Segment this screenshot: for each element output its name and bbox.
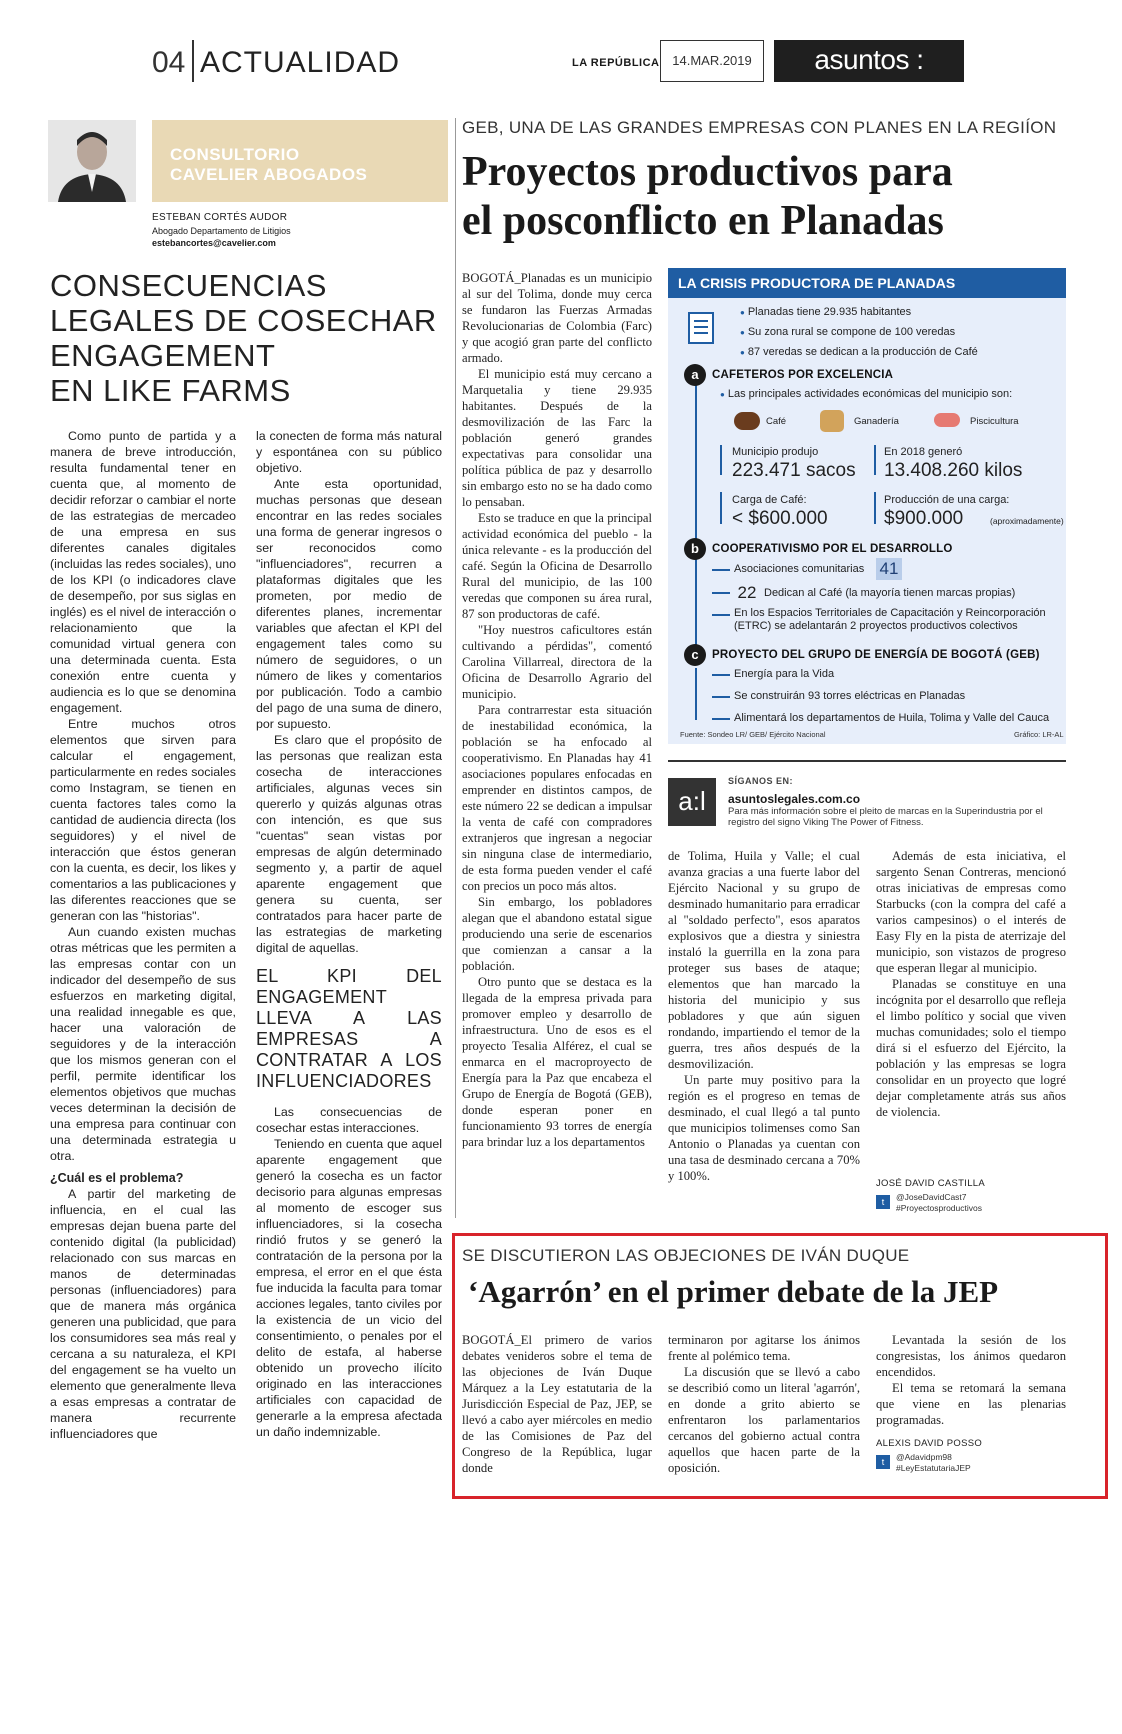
jep-column-3: Levantada la sesión de los congresistas, los ánimos quedaron encendidos. El tema se retomará la semana que viene en las plenarias programadas. (876, 1333, 1066, 1427)
activity-cafe: Café (766, 416, 787, 427)
jep-handle[interactable]: @Adavidpm98 (896, 1452, 952, 1462)
document-icon (688, 312, 714, 344)
associations-label: Asociaciones comunitarias (734, 563, 865, 575)
column-divider (455, 118, 456, 1218)
jep-title: ‘Agarrón’ en el primer debate de la JEP (468, 1274, 999, 1309)
jep-kicker: SE DISCUTIERON LAS OBJECIONES DE IVÁN DUQUE (462, 1246, 910, 1265)
brand-logo: asuntos : legales (774, 40, 964, 82)
header-divider (192, 40, 194, 82)
follow-label: SÍGANOS EN: (728, 776, 794, 786)
section-b-head: COOPERATIVISMO POR EL DESARROLLO (712, 543, 953, 555)
infographic-title: LA CRISIS PRODUCTORA DE PLANADAS (668, 268, 1066, 298)
follow-description: Para más información sobre el pleito de marcas en la Superindustria por el registro del signo Viking The Power of Fitness. (728, 806, 1043, 828)
section-a-head: CAFETEROS POR EXCELENCIA (712, 369, 894, 381)
publication-name: LA REPÚBLICA (572, 57, 660, 69)
geb-item-2: Se construirán 93 torres eléctricas en Planadas (734, 690, 966, 702)
article-column-1: BOGOTÁ_Planadas es un municipio al sur del Tolima, donde muy cerca se fundaron las Fuerzas Armadas Revolucionarias de Colombia (Farc) y que acogió gran parte del conflicto armado. El municipio está muy cercano a Marquetalia y tiene 29.935 habitantes. Después de la desmovilización de las Farc la población generó grandes expectativas para consolidar una política pública de paz y desarrollo sin embargo esto no se ha dado como lo pensaban. Esto se traduce en que la principal actividad económica del pueblo - la única relevante - es la producción del café. Según la Oficina de Desarrollo Rural del municipio, de las 100 veredas que componen su área rural, 87 son productoras de café. "Hoy nuestros caficultores están cultivando a pérdidas", comentó Carolina Villarreal, directora de la Oficina de Desarrollo Agrario del municipio. Para contrarrestar esta situación de inestabilidad económica, la población se ha enfocado al cooperativismo. En Planadas hay 41 asociaciones populares enfocadas en emprender en distintos campos, de este número 22 se dedican a impulsar la venta de café con compradores extranjeros que ingresan a negociar sin ninguna clase de intermediario, de esta forma pueden vender el café con precios un poco más altos. Sin embargo, los pobladores alegan que el abandono estatal sigue produciendo una serie de escenarios que comienzan a cansar a la población. Otro punto que se destaca es la llegada de la empresa privada para promover empleo y desarrollo de infraestructura. Uno de esos es el proyecto Tesalia Alférez, el cual se enmarca en el macroproyecto de Energía para la Paz que encabeza el Grupo de Energía de Bogotá (GEB), donde esperan poner en funcionamiento 93 torres de energía para brindar luz a los departamentos (462, 271, 652, 1149)
load-label: Carga de Café: (732, 494, 807, 506)
etrc-text: En los Espacios Territoriales de Capacitación y Reincorporación (ETRC) se adelantarán 2 proyectos productivos colectivos (734, 607, 1046, 632)
section-c-head: PROYECTO DEL GRUPO DE ENERGÍA DE BOGOTÁ (GEB) (712, 649, 1040, 661)
author-name: ESTEBAN CORTÉS AUDOR (152, 212, 288, 223)
geb-item-3: Alimentará los departamentos de Huila, Tolima y Valle del Cauca (734, 712, 1050, 724)
twitter-icon: t (876, 1195, 890, 1209)
jep-hashtag[interactable]: #LeyEstatutariaJEP (896, 1463, 971, 1473)
fish-icon (934, 413, 960, 427)
production-label: Municipio produjo (732, 446, 819, 458)
jep-column-1: BOGOTÁ_El primero de varios debates venideros sobre el tema de las objeciones de Iván Duque Márquez a la Ley estatutaria de la Jurisdicción Especial de Paz, JEP, se llevó a cabo ayer miércoles en medio de las Comisiones de Paz del Congreso de la República, lugar donde (462, 1333, 652, 1475)
load-production-label: Producción de una carga: (884, 494, 1010, 506)
activity-ganaderia: Ganadería (854, 416, 899, 427)
coffee-associations-label: Dedican al Café (la mayoría tienen marcas propias) (764, 587, 1016, 599)
associations-value: 41 (876, 558, 902, 580)
year-value: 13.408.260 kilos (884, 460, 1023, 481)
article-column-2: de Tolima, Huila y Valle; el cual avanza gracias a una fuerte labor del Ejército Nacional y su grupo de desminado humanitario para erradicar al "soldado perfecto", esos aparatos explosivos que a diestra y siniestra instaló la guerrilla en la zona para proteger sus bases de ataque; elementos que han marcado la historia del municipio y sus pobladores y que aún siguen rondando, impartiendo el temor de la guerra, tres años después de la desmovilización. Un parte muy positivo para la región es el progreso en temas de desminado, el cual llegó a tal punto que municipios tolimenses como San Antonio o Planadas ya cuentan con una tasa de desminado cercana a 70% y 100%. (668, 849, 860, 1183)
column-headline: CONSECUENCIAS LEGALES DE COSECHAR ENGAGEMENT EN LIKE FARMS (50, 268, 437, 408)
fact-1: ● Planadas tiene 29.935 habitantes (740, 306, 911, 318)
article-title: Proyectos productivos para el posconflicto en Planadas (462, 149, 953, 244)
consultorio-title: CONSULTORIO CAVELIER ABOGADOS (170, 145, 368, 184)
asuntos-legales-logo[interactable]: a:l (668, 778, 716, 826)
marker-a: a (684, 364, 706, 386)
author-photo (48, 120, 136, 202)
activity-piscicultura: Piscicultura (970, 416, 1019, 427)
author-handle[interactable]: @JoseDavidCast7 (896, 1192, 967, 1202)
twitter-icon: t (876, 1455, 890, 1469)
article-kicker: GEB, UNA DE LAS GRANDES EMPRESAS CON PLANES EN LA REGIÍON (462, 118, 1057, 137)
column-text-2: la conecten de forma más natural y espontánea con su público objetivo. Ante esta oportunidad, muchas personas que desean encontrar en las redes sociales una forma de generar ingresos o ser reconocidos como "influenciadores", recurren a plataformas digitales que les prometen, por medio de diferentes planes, incrementar variables que afectan el KPI del engagement tales como su número de seguidores, o un número de likes y comentarios por publicación. Todo a cambio del pago de una suma de dinero, por supuesto. Es claro que el propósito de las personas que realizan esta cosecha de interacciones artificiales, algunas veces sin quererlo y quizás algunas otras con intención, es que sus "cuentas" sean vistas por empresas de algún determinado segmento y, a partir de aquel aparente engagement que genera su cuenta, ser contratados para hacer parte de las estrategias de marketing digital de aquellas. EL KPI DEL ENGAGEMENT LLEVA A LAS EMPRESAS A CONTRATAR A LOS INFLUENCIADORES Las consecuencias de cosechar estas interacciones. Teniendo en cuenta que aquel aparente engagement que generó la cosecha es un factor decisorio para algunas empresas al momento de escoger sus influenciadores, si la cosecha rindió frutos y se generó la contratación de la persona por la empresa, el error en el que ésta fue inducida la faculta para tomar acciones legales, tanto civiles por la existencia de un vicio del consentimiento, o penales por el delito de estafa, al haberse obtenido un provecho ilícito originado en las interacciones artificiales con capacidad de generarle a la empresa afectada un daño indemnizable. (256, 429, 442, 1439)
coffee-icon (734, 412, 760, 430)
fact-3: ● 87 veredas se dedican a la producción de Café (740, 346, 978, 358)
section-rule (668, 760, 1066, 762)
load-production-value: $900.000 (884, 508, 964, 529)
subhead-problem: ¿Cuál es el problema? (50, 1171, 184, 1185)
infographic-credit: Gráfico: LR-AL (1014, 730, 1064, 739)
page-number: 04 (152, 46, 186, 79)
load-value: < $600.000 (732, 508, 828, 529)
column-text-1: Como punto de partida y a manera de breve introducción, resulta fundamental tener en cuenta que, al momento de decidir reforzar o cambiar el norte de las estrategias de mercadeo de una empresa en sus diferentes canales digitales (incluidas las redes sociales), uno de los KPI (o indicadores clave de desempeño, por sus siglas en inglés) es el nivel de interacción o relacionamiento que la comunidad virtual genera con una determinada cuenta. Esta conexión entre cuenta y audiencia es lo que se denomina engagement. Entre muchos otros elementos que sirven para calcular el engagement, particularmente en redes sociales como Instagram, se tienen en cuenta factores tales como la cantidad de audiencia directa (los seguidores) y el nivel de interacción que éstos generan con la cuenta, es decir, los likes y comentarios a las publicaciones y las diferentes reacciones que se generan con las "historias". Aun cuando existen muchas otras métricas que les permiten a las empresas contar con un indicador del desempeño de sus esfuerzos en marketing digital, una realidad innegable es que, hacer una valoración de seguidores y de la interacción que los mismos generan con el perfil, permite identificar los elementos objetivos que muchas veces determinan la decisión de una empresa para continuar con una determinada estrategia u otra. ¿Cuál es el problema? A partir del marketing de influencia, en el cual las empresas dejan buena parte del contenido digital (la publicidad) relacionado con sus marcas en manos de determinadas personas (influenciadores) para que de manera más orgánica generen una publicidad, que para los consumidores sea más real y cercana a su naturaleza, el KPI del engagement se ha vuelto un elemento que generalmente lleva a esas empresas a contratar de manera recurrente influenciadores que (50, 429, 236, 1441)
jep-byline: ALEXIS DAVID POSSO (876, 1438, 983, 1449)
fact-2: ● Su zona rural se compone de 100 veredas (740, 326, 955, 338)
issue-date: 14.MAR.2019 (660, 40, 764, 82)
site-link[interactable]: asuntoslegales.com.co (728, 792, 861, 806)
jep-column-2: terminaron por agitarse los ánimos frente al polémico tema. La discusión que se llevó a cabo se describió como un literal 'agarrón', en donde a grito abierto se enfrentaron los parlamentarios cercanos del gobierno actual contra aquellos que hacen parte de la oposición. (668, 1333, 860, 1475)
author-role: Abogado Departamento de Litigios (152, 226, 291, 236)
article-column-3: Además de esta iniciativa, el sargento Senan Contreras, mencionó otras iniciativas de empresas como Starbucks (con la compra del café a varios campesinos) o el interés de Easy Fly en la pista de aterrizaje del municipio, son vistazos de progreso que esperan llegar al municipio. Planadas se constituye en una incógnita por el desarrollo que refleja el limbo político y social que viven muchas comunidades; solo el tiempo dirá si el esfuerzo del Ejército, la población y las empresas se logra consolidar en un proyecto que logré dejar completamente atrás sus años de violencia. (876, 849, 1066, 1119)
geb-item-1: Energía para la Vida (734, 668, 835, 680)
pull-quote: EL KPI DEL ENGAGEMENT LLEVA A LAS EMPRESAS A CONTRATAR A LOS INFLUENCIADORES (256, 966, 442, 1091)
section-title: ACTUALIDAD (200, 46, 401, 79)
cow-icon (820, 410, 844, 432)
year-label: En 2018 generó (884, 446, 963, 458)
marker-b: b (684, 538, 706, 560)
author-email[interactable]: estebancortes@cavelier.com (152, 238, 276, 248)
article-hashtag[interactable]: #Proyectosproductivos (896, 1203, 982, 1213)
production-value: 223.471 sacos (732, 460, 856, 481)
marker-c: c (684, 644, 706, 666)
infographic-source: Fuente: Sondeo LR/ GEB/ Ejército Nacional (680, 730, 826, 739)
article-byline: JOSÉ DAVID CASTILLA (876, 1178, 985, 1189)
coffee-associations-value: 22 (737, 583, 757, 602)
infographic (668, 268, 1066, 744)
section-a-sub: ● Las principales actividades económicas del municipio son: (720, 388, 1012, 400)
load-production-note: (aproximadamente) (990, 516, 1064, 526)
